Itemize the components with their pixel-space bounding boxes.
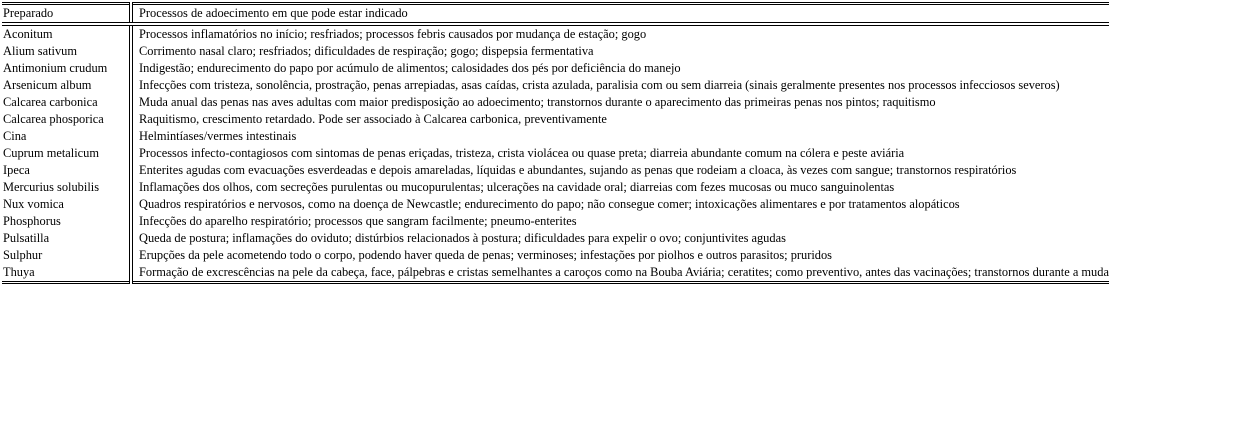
- table-row: [2, 162, 1109, 179]
- header-preparado: Preparado: [2, 4, 131, 25]
- cell-preparado: Cuprum metalicum: [3, 146, 100, 160]
- cell-processos: Infecções com tristeza, sonolência, prostração, penas arrepiadas, asas caídas, crista azulada, paralisia com ou sem diarreia (sinais geralmente presentes nos processos infecciosos severos): [131, 77, 1109, 94]
- cell-processos: Muda anual das penas nas aves adultas com maior predisposição ao adoecimento; transtornos durante o aparecimento das primeiras penas nos pintos; raquitismo: [131, 94, 1109, 111]
- cell-processos: Infecções do aparelho respiratório; processos que sangram facilmente; pneumo-enterites: [131, 213, 1109, 230]
- cell-preparado: Pulsatilla: [3, 231, 50, 245]
- table-row: [2, 196, 1109, 213]
- table-row: [2, 128, 1109, 145]
- cell-processos: Enterites agudas com evacuações esverdeadas e depois amareladas, líquidas e abundantes, sujando as penas que rodeiam a cloaca, às vezes com sangue; transtornos respiratórios: [131, 162, 1109, 179]
- cell-preparado: Sulphur: [3, 248, 43, 262]
- table-row: [2, 60, 1109, 77]
- table-row: [2, 213, 1109, 230]
- cell-processos: Erupções da pele acometendo todo o corpo, podendo haver queda de penas; verminoses; infestações por piolhos e outros parasitos; pruridos: [131, 247, 1109, 264]
- table-row: [2, 77, 1109, 94]
- cell-preparado: Antimonium crudum: [3, 61, 108, 75]
- table-row: [2, 111, 1109, 128]
- cell-processos: Inflamações dos olhos, com secreções purulentas ou mucopurulentas; ulcerações na cavidade oral; diarreias com fezes mucosas ou muco sanguinolentas: [131, 179, 1109, 196]
- cell-preparado: Phosphorus: [3, 214, 61, 228]
- table-row: [2, 230, 1109, 247]
- table-row: [2, 264, 1109, 283]
- table-row: [2, 94, 1109, 111]
- cell-preparado: Mercurius solubilis: [3, 180, 100, 194]
- table-row: [2, 24, 1109, 43]
- cell-preparado: Aconitum: [3, 27, 53, 41]
- cell-preparado: Alium sativum: [3, 44, 77, 58]
- cell-preparado: Ipeca: [3, 163, 30, 177]
- cell-preparado: Calcarea phosporica: [3, 112, 104, 126]
- table-row: [2, 247, 1109, 264]
- cell-preparado: Arsenicum album: [3, 78, 92, 92]
- table-body: [2, 24, 1109, 283]
- table-header: [2, 4, 1109, 25]
- cell-preparado: Nux vomica: [3, 197, 64, 211]
- cell-processos: Processos infecto-contagiosos com sintomas de penas eriçadas, tristeza, crista violácea ou quase preta; diarreia abundante comum na cólera e peste aviária: [131, 145, 1109, 162]
- cell-processos: Helmintíases/vermes intestinais: [131, 128, 1109, 145]
- cell-processos: Corrimento nasal claro; resfriados; dificuldades de respiração; gogo; dispepsia fermentativa: [131, 43, 1109, 60]
- cell-processos: Indigestão; endurecimento do papo por acúmulo de alimentos; calosidades dos pés por deficiência do manejo: [131, 60, 1109, 77]
- cell-preparado: Cina: [3, 129, 27, 143]
- cell-processos: Processos inflamatórios no início; resfriados; processos febris causados por mudança de estação; gogo: [131, 24, 1109, 43]
- cell-preparado: Thuya: [2, 264, 131, 283]
- table-row: [2, 145, 1109, 162]
- cell-preparado: Calcarea carbonica: [3, 95, 98, 109]
- table-row: [2, 179, 1109, 196]
- cell-processos: Quadros respiratórios e nervosos, como na doença de Newcastle; endurecimento do papo; não consegue comer; intoxicações alimentares e por tratamentos alopáticos: [131, 196, 1109, 213]
- header-processos: Processos de adoecimento em que pode estar indicado: [131, 4, 1109, 25]
- header-row: [2, 4, 1109, 25]
- cell-processos: Queda de postura; inflamações do oviduto; distúrbios relacionados à postura; dificuldades para expelir o ovo; conjuntivites agudas: [131, 230, 1109, 247]
- cell-processos: Formação de excrescências na pele da cabeça, face, pálpebras e cristas semelhantes a caroços como na Bouba Aviária; ceratites; como preventivo, antes das vacinações; transtornos durante a muda: [131, 264, 1109, 283]
- cell-processos: Raquitismo, crescimento retardado. Pode ser associado à Calcarea carbonica, preventivamente: [131, 111, 1109, 128]
- remedy-table: [2, 2, 1109, 284]
- table-row: [2, 43, 1109, 60]
